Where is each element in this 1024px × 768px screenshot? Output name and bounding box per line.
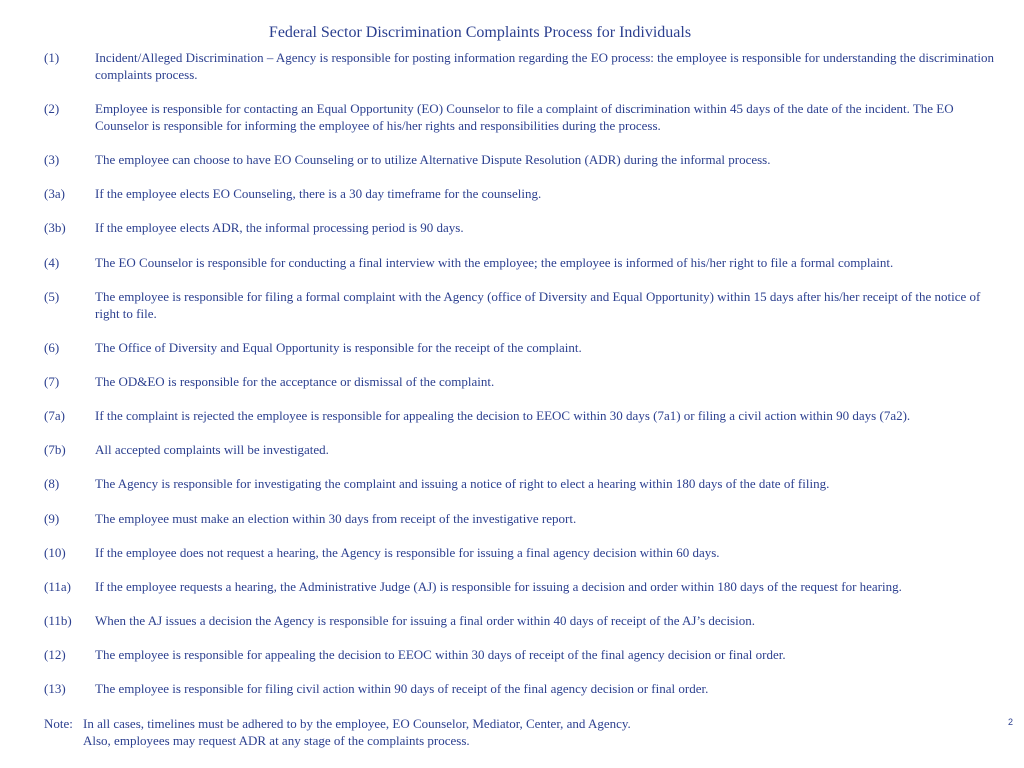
list-item	[44, 578, 1004, 595]
item-number: (13)	[44, 681, 66, 696]
list-item	[44, 151, 1004, 168]
list-item	[44, 185, 1004, 202]
item-number: (12)	[44, 647, 66, 662]
item-text: The employee is responsible for filing a formal complaint with the Agency (office of Diversity and Equal Opportunity) within 15 days after his/her receipt of the notice of right to file.	[95, 289, 981, 321]
list-item	[44, 288, 1004, 322]
note-line-2: Also, employees may request ADR at any stage of the complaints process.	[83, 733, 470, 748]
item-text: The employee can choose to have EO Counseling or to utilize Alternative Dispute Resolution (ADR) during the informal process.	[95, 152, 771, 167]
note-label: Note:	[44, 716, 73, 731]
list-item	[44, 475, 1004, 492]
item-text: All accepted complaints will be investigated.	[95, 442, 329, 457]
list-item	[44, 219, 1004, 236]
item-text: The employee is responsible for appealing the decision to EEOC within 30 days of receipt of the final agency decision or final order.	[95, 647, 786, 662]
page-number: 2	[1008, 717, 1014, 727]
item-text: The OD&EO is responsible for the acceptance or dismissal of the complaint.	[95, 374, 495, 389]
item-number: (11b)	[44, 613, 72, 628]
item-number: (9)	[44, 511, 60, 526]
item-number: (7b)	[44, 442, 66, 457]
item-text: Incident/Alleged Discrimination – Agency is responsible for posting information regarding the EO process: the employee is responsible for understanding the discrimination complaints process.	[95, 50, 994, 82]
item-number: (2)	[44, 101, 60, 116]
item-number: (8)	[44, 476, 60, 491]
list-item	[44, 441, 1004, 458]
list-item	[44, 510, 1004, 527]
item-text: If the employee elects ADR, the informal processing period is 90 days.	[95, 220, 464, 235]
item-number: (3b)	[44, 220, 66, 235]
note	[44, 715, 944, 749]
item-number: (4)	[44, 255, 60, 270]
list-item	[44, 544, 1004, 561]
list-item	[44, 100, 1004, 134]
list-item	[44, 680, 1004, 697]
list-item	[44, 254, 1004, 271]
item-number: (10)	[44, 545, 66, 560]
item-number: (11a)	[44, 579, 71, 594]
list-item	[44, 646, 1004, 663]
list-item	[44, 407, 1004, 424]
item-text: If the employee does not request a hearing, the Agency is responsible for issuing a final agency decision within 60 days.	[95, 545, 720, 560]
item-text: If the complaint is rejected the employee is responsible for appealing the decision to EEOC within 30 days (7a1) or filing a civil action within 90 days (7a2).	[95, 408, 911, 423]
item-number: (7)	[44, 374, 60, 389]
item-text: When the AJ issues a decision the Agency is responsible for issuing a final order within 40 days of receipt of the AJ’s decision.	[95, 613, 755, 628]
note-line-1: In all cases, timelines must be adhered to by the employee, EO Counselor, Mediator, Center, and Agency.	[83, 716, 631, 731]
item-text: The Agency is responsible for investigating the complaint and issuing a notice of right to elect a hearing within 180 days of the date of filing.	[95, 476, 830, 491]
item-text: The EO Counselor is responsible for conducting a final interview with the employee; the employee is informed of his/her right to file a formal complaint.	[95, 255, 894, 270]
item-number: (6)	[44, 340, 60, 355]
item-text: The Office of Diversity and Equal Opportunity is responsible for the receipt of the complaint.	[95, 340, 582, 355]
list-item	[44, 373, 1004, 390]
list-item	[44, 339, 1004, 356]
item-number: (3a)	[44, 186, 65, 201]
item-number: (7a)	[44, 408, 65, 423]
item-number: (1)	[44, 50, 60, 65]
page-title: Federal Sector Discrimination Complaints Process for Individuals	[268, 24, 692, 41]
item-text: Employee is responsible for contacting an Equal Opportunity (EO) Counselor to file a complaint of discrimination within 45 days of the date of the incident. The EO Counselor is responsible for informing the employee of his/her rights and responsibilities during the process.	[95, 101, 954, 133]
item-text: The employee must make an election within 30 days from receipt of the investigative report.	[95, 511, 577, 526]
item-text: The employee is responsible for filing civil action within 90 days of receipt of the final agency decision or final order.	[95, 681, 709, 696]
item-text: If the employee requests a hearing, the Administrative Judge (AJ) is responsible for issuing a decision and order within 180 days of the request for hearing.	[95, 579, 902, 594]
item-number: (3)	[44, 152, 60, 167]
list-item	[44, 612, 1004, 629]
list-item	[44, 49, 1004, 83]
item-text: If the employee elects EO Counseling, there is a 30 day timeframe for the counseling.	[95, 186, 542, 201]
item-number: (5)	[44, 289, 60, 304]
